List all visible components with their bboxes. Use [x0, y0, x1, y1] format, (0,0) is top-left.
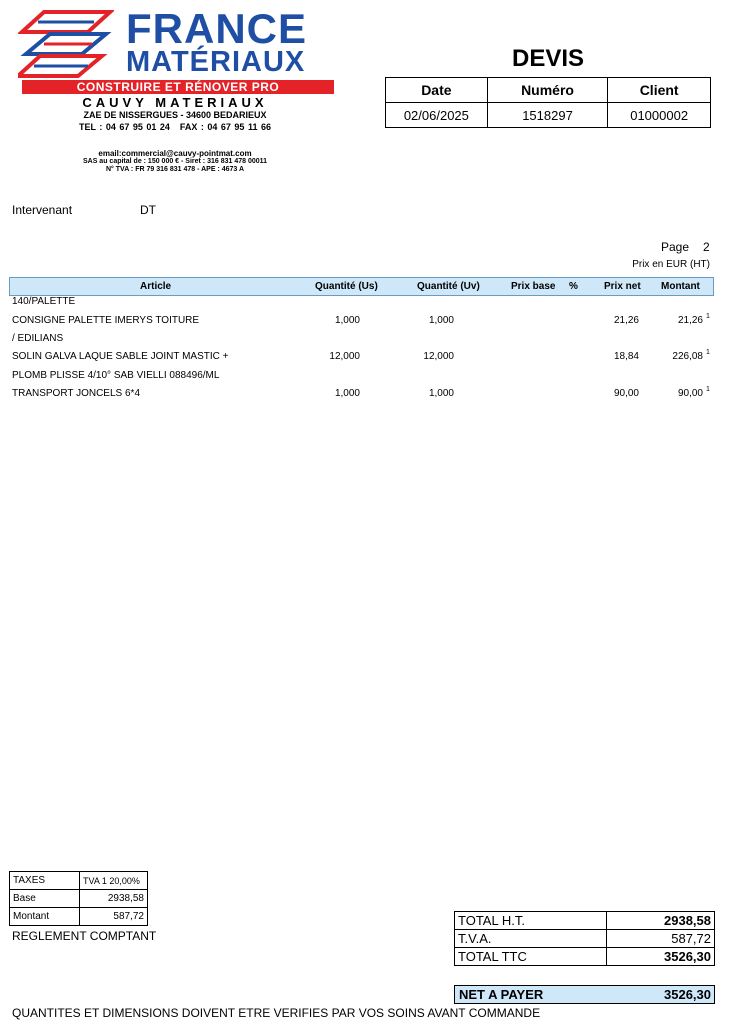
taxes-montant-value: 587,72 [80, 908, 148, 926]
row-article: / EDILIANS [12, 333, 64, 344]
company-logo [18, 5, 338, 173]
company-legal-vat: N° TVA : FR 79 316 831 478 - APE : 4673 A [105, 166, 245, 173]
table-row [0, 351, 734, 369]
document-title: DEVIS [511, 45, 585, 72]
taxes-label: TAXES [10, 872, 80, 890]
brand-name-line1: FRANCE [126, 5, 307, 52]
row-article: TRANSPORT JONCELS 6*4 [12, 388, 141, 399]
company-legal-capital: SAS au capital de : 150 000 € - Siret : 316 831 478 00011 [82, 158, 268, 165]
total-ht-value: 2938,58 [606, 912, 714, 930]
row-prix-net: 18,84 [613, 351, 639, 362]
document-meta-table [385, 77, 711, 128]
row-tax-code: 1 [706, 313, 710, 320]
col-article: Article [140, 281, 172, 292]
table-row [0, 388, 734, 406]
row-qty-us: 1,000 [334, 315, 360, 326]
total-tva-row [455, 930, 715, 948]
row-montant: 226,08 [672, 351, 703, 362]
taxes-montant-row [10, 908, 148, 926]
table-row [0, 296, 734, 314]
net-a-payer-value: 3526,30 [664, 987, 711, 1002]
net-a-payer-label: NET A PAYER [459, 987, 544, 1002]
total-ht-label: TOTAL H.T. [455, 912, 607, 930]
table-row [0, 315, 734, 333]
taxes-montant-label: Montant [10, 908, 80, 926]
meta-date-header: Date [386, 78, 488, 103]
col-prix-base: Prix base [511, 281, 556, 292]
total-ht-row [455, 912, 715, 930]
footer-note: QUANTITES ET DIMENSIONS DOIVENT ETRE VERIFIES PAR VOS SOINS AVANT COMMANDE [12, 1006, 541, 1020]
total-ttc-label: TOTAL TTC [455, 948, 607, 966]
company-tel: TEL : 04 67 95 01 24 [79, 122, 170, 132]
meta-date-value: 02/06/2025 [386, 103, 488, 128]
france-materiaux-logo-icon [18, 10, 114, 78]
row-article: SOLIN GALVA LAQUE SABLE JOINT MASTIC + [12, 351, 229, 362]
page-label: Page [661, 240, 690, 254]
row-article: PLOMB PLISSE 4/10° SAB VIELLI 088496/ML [12, 370, 220, 381]
row-tax-code: 1 [706, 386, 710, 393]
company-phone-line [18, 122, 332, 133]
tva-rate-label: TVA 1 20,00% [80, 872, 148, 890]
taxes-header-row [10, 872, 148, 890]
intervenant-label: Intervenant [12, 203, 73, 217]
meta-number-value: 1518297 [487, 103, 608, 128]
company-email: email:commercial@cauvy-pointmat.com [98, 149, 252, 158]
row-montant: 21,26 [677, 315, 703, 326]
meta-client-value: 01000002 [608, 103, 711, 128]
row-qty-uv: 1,000 [428, 315, 454, 326]
col-percent: % [569, 281, 578, 292]
total-tva-value: 587,72 [606, 930, 714, 948]
totals-table [454, 911, 715, 966]
row-article: CONSIGNE PALETTE IMERYS TOITURE [12, 315, 200, 326]
total-ttc-row [455, 948, 715, 966]
row-prix-net: 21,26 [613, 315, 639, 326]
taxes-base-value: 2938,58 [80, 890, 148, 908]
row-prix-net: 90,00 [613, 388, 639, 399]
col-qty-uv: Quantité (Uv) [417, 281, 480, 292]
payment-terms: REGLEMENT COMPTANT [12, 929, 157, 943]
brand-name-line2: MATÉRIAUX [126, 46, 306, 78]
col-prix-net: Prix net [604, 281, 641, 292]
items-table-header [9, 277, 714, 296]
meta-header-row [386, 78, 711, 103]
meta-client-header: Client [608, 78, 711, 103]
meta-value-row [386, 103, 711, 128]
col-qty-us: Quantité (Us) [315, 281, 378, 292]
brand-slogan: CONSTRUIRE ET RÉNOVER PRO [22, 80, 334, 94]
row-article: 140/PALETTE [12, 296, 76, 307]
meta-number-header: Numéro [487, 78, 608, 103]
total-ttc-value: 3526,30 [606, 948, 714, 966]
row-qty-uv: 1,000 [428, 388, 454, 399]
intervenant-value: DT [140, 203, 156, 217]
currency-note: Prix en EUR (HT) [632, 259, 710, 270]
net-a-payer-box [454, 985, 715, 1004]
company-address: ZAE DE NISSERGUES - 34600 BEDARIEUX [83, 110, 267, 120]
row-montant: 90,00 [677, 388, 703, 399]
company-name: CAUVY MATERIAUX [82, 95, 268, 110]
row-qty-us: 12,000 [329, 351, 360, 362]
total-tva-label: T.V.A. [455, 930, 607, 948]
row-qty-uv: 12,000 [423, 351, 454, 362]
row-tax-code: 1 [706, 349, 710, 356]
taxes-table [9, 871, 148, 926]
table-row [0, 333, 734, 351]
col-montant: Montant [661, 281, 700, 292]
table-row [0, 370, 734, 388]
page-number: 2 [703, 240, 710, 254]
row-qty-us: 1,000 [334, 388, 360, 399]
company-fax: FAX : 04 67 95 11 66 [179, 122, 271, 132]
taxes-base-row [10, 890, 148, 908]
taxes-base-label: Base [10, 890, 80, 908]
